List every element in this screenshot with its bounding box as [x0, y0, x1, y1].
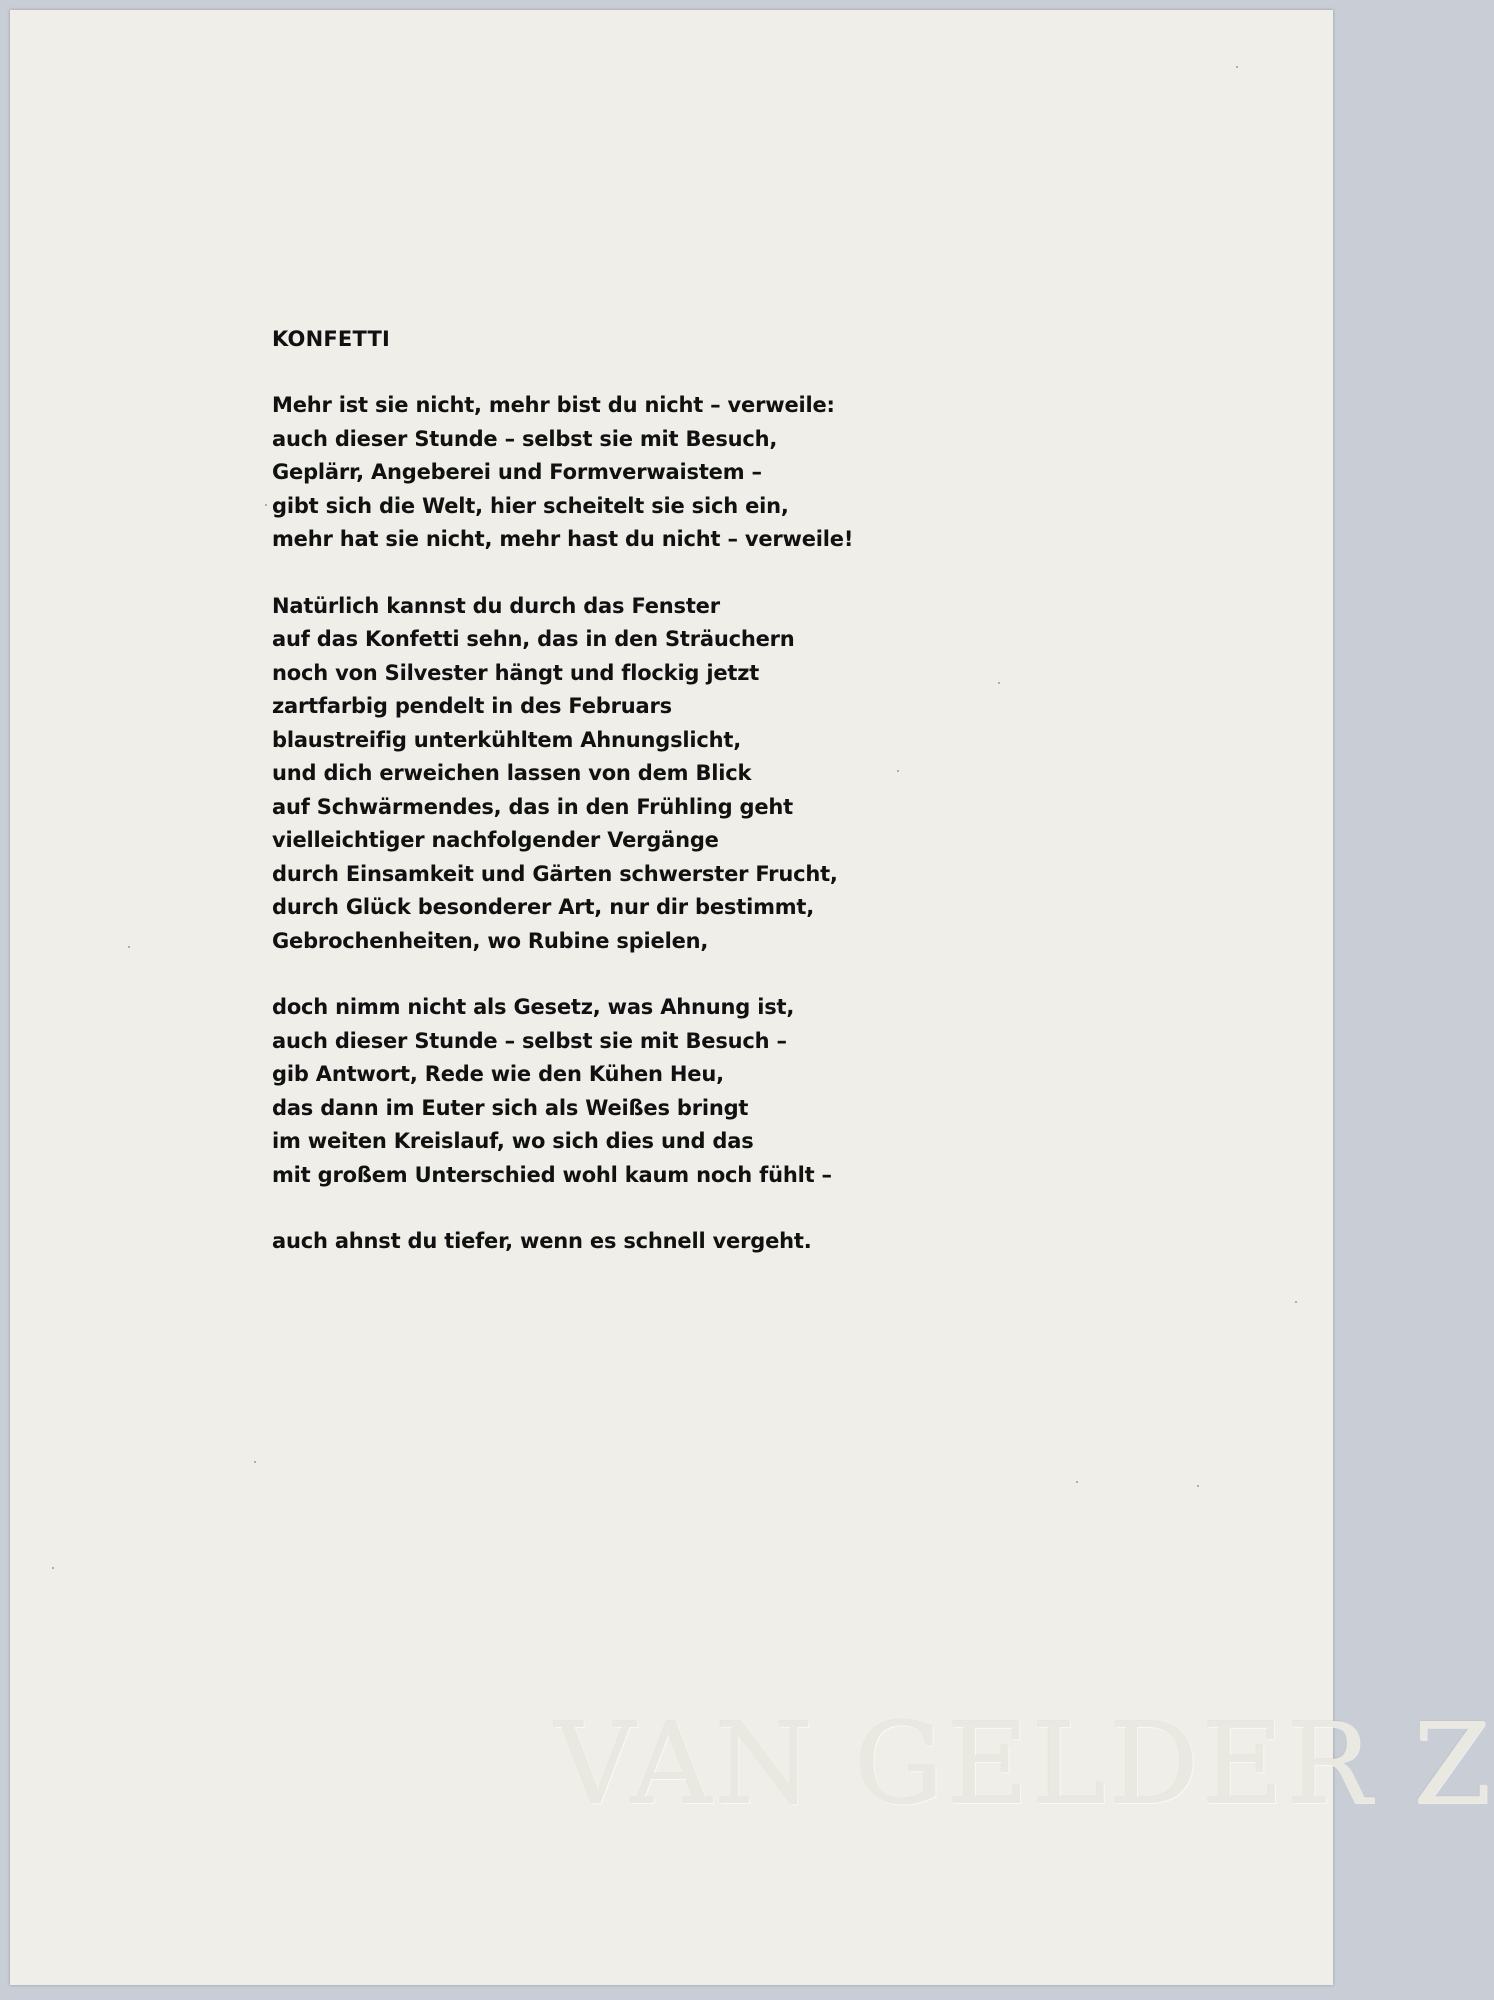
poem-line: Mehr ist sie nicht, mehr bist du nicht – verweile:: [272, 393, 835, 417]
paper-speck: [897, 770, 899, 772]
paper-speck: [265, 504, 267, 506]
paper-speck: [52, 1567, 54, 1569]
stanza-2: [272, 590, 912, 959]
poem: [272, 323, 912, 1292]
poem-line: Natürlich kannst du durch das Fenster: [272, 593, 720, 618]
paper-speck: [128, 946, 130, 948]
poem-line: auf das Konfetti sehn, das in den Sträuchern: [272, 627, 795, 651]
paper-watermark: VAN GELDER Z: [555, 1700, 1494, 1830]
stanza-1: [272, 389, 912, 557]
poem-line: das dann im Euter sich als Weißes bringt: [272, 1095, 749, 1120]
poem-line: auch dieser Stunde – selbst sie mit Besuch,: [272, 426, 778, 451]
poem-line: durch Einsamkeit und Gärten schwerster Frucht,: [272, 861, 838, 886]
poem-line: mit großem Unterschied wohl kaum noch fühlt –: [272, 1162, 832, 1187]
stanza-3: [272, 991, 912, 1192]
poem-line: Geplärr, Angeberei und Formverwaistem –: [272, 460, 762, 484]
stanza-4: [272, 1225, 912, 1259]
paper-speck: [1295, 1301, 1297, 1303]
poem-line: im weiten Kreislauf, wo sich dies und das: [272, 1129, 754, 1153]
poem-line: auch ahnst du tiefer, wenn es schnell vergeht.: [272, 1229, 812, 1253]
poem-line: gib Antwort, Rede wie den Kühen Heu,: [272, 1062, 724, 1086]
poem-line: Gebrochenheiten, wo Rubine spielen,: [272, 928, 709, 953]
poem-line: und dich erweichen lassen von dem Blick: [272, 761, 752, 785]
poem-line: zartfarbig pendelt in des Februars: [272, 694, 672, 718]
paper-sheet: [10, 10, 1494, 1985]
poem-line: gibt sich die Welt, hier scheitelt sie sich ein,: [272, 493, 789, 518]
poem-line: vielleichtiger nachfolgender Vergänge: [272, 828, 719, 852]
poem-line: noch von Silvester hängt und flockig jetzt: [272, 660, 760, 685]
paper-speck: [1197, 1485, 1199, 1487]
paper-speck: [254, 1461, 256, 1463]
paper-speck: [1236, 66, 1238, 68]
poem-line: auf Schwärmendes, das in den Frühling geht: [272, 794, 793, 819]
poem-line: blaustreifig unterkühltem Ahnungslicht,: [272, 727, 742, 752]
poem-line: mehr hat sie nicht, mehr hast du nicht – verweile!: [272, 527, 854, 551]
poem-line: doch nimm nicht als Gesetz, was Ahnung ist,: [272, 995, 795, 1019]
poem-line: auch dieser Stunde – selbst sie mit Besuch –: [272, 1028, 787, 1053]
paper-speck: [1076, 1481, 1078, 1483]
poem-line: durch Glück besonderer Art, nur dir bestimmt,: [272, 895, 815, 919]
poem-title: KONFETTI: [272, 327, 390, 351]
paper-speck: [998, 682, 1000, 684]
